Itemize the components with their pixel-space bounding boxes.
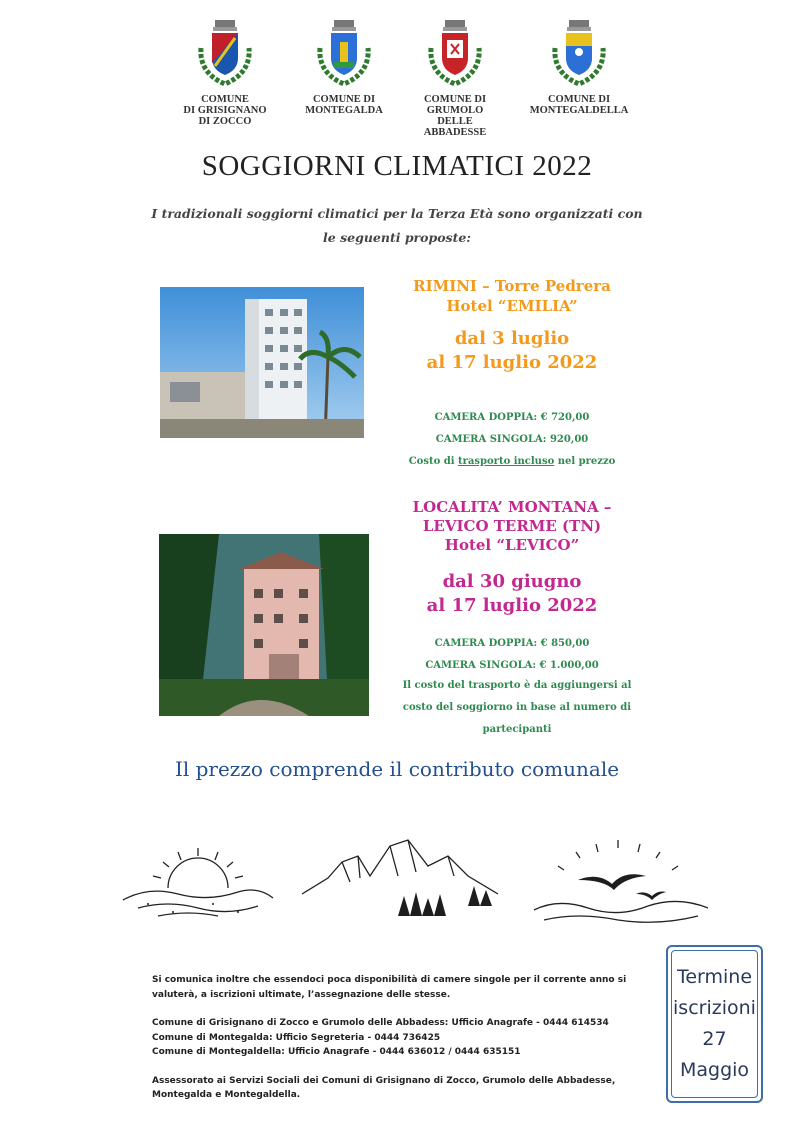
deadline-day: 27 xyxy=(702,1028,727,1050)
offer2-single-price: CAMERA SINGOLA: € 1.000,00 xyxy=(425,660,599,671)
offer1-prices xyxy=(380,407,644,451)
offer2-transport-note: Il costo del trasporto è da aggiungersi al costo del soggiorno in base al numero di partecipanti xyxy=(402,680,632,735)
coat-of-arms-icon xyxy=(195,18,255,88)
crest-grumolo xyxy=(390,18,520,138)
crest-label: COMUNE DI GRUMOLO DELLE ABBADESSE xyxy=(423,94,487,138)
contact-montegaldella: Comune di Montegaldella: Ufficio Anagrafe - 0444 636012 / 0444 635151 xyxy=(152,1047,521,1057)
assessorato-note: Assessorato ai Servizi Sociali dei Comuni di Grisignano di Zocco, Grumolo delle Abbadesse, Montegalda e Montegaldella. xyxy=(152,1075,616,1100)
offer2-title-line2: LEVICO TERME (TN) xyxy=(422,517,602,535)
crest-label: COMUNE DI MONTEGALDA xyxy=(305,94,383,116)
deadline-inner-border xyxy=(671,950,758,1098)
seagulls-sea-icon xyxy=(528,836,713,926)
transport-included: trasporto incluso xyxy=(458,456,555,467)
offer1-single-price: CAMERA SINGOLA: 920,00 xyxy=(435,434,589,445)
crest-grisignano xyxy=(160,18,290,127)
transport-text: Costo di xyxy=(408,456,459,467)
offer1-title xyxy=(380,276,644,316)
contacts xyxy=(152,1016,650,1060)
contribution-note: Il prezzo comprende il contributo comunale xyxy=(174,757,620,781)
deadline-line1: Termine xyxy=(676,966,753,988)
page-title: SOGGIORNI CLIMATICI 2022 xyxy=(201,150,593,182)
crest-label: COMUNE DI GRISIGNANO DI ZOCCO xyxy=(183,94,267,127)
deadline-line2: iscrizioni xyxy=(673,997,756,1019)
coat-of-arms-icon xyxy=(314,18,374,88)
offer1-dates-line2: al 17 luglio 2022 xyxy=(426,352,598,373)
singles-notice: Si comunica inoltre che essendoci poca disponibilità di camere singole per il corrente anno si valuterà, a iscrizioni ultimate, l’assegnazione delle stesse. xyxy=(152,975,627,1000)
hotel-levico-photo xyxy=(159,534,369,716)
offer2-title-line3: Hotel “LEVICO” xyxy=(444,536,580,554)
coat-of-arms-icon xyxy=(549,18,609,88)
deadline-box xyxy=(666,945,763,1103)
offer1-title-line2: Hotel “EMILIA” xyxy=(446,297,578,315)
offer2-dates xyxy=(380,570,644,618)
intro-text: I tradizionali soggiorni climatici per la Terza Età sono organizzati con le seguenti proposte: xyxy=(151,206,643,245)
offer1-double-price: CAMERA DOPPIA: € 720,00 xyxy=(434,412,590,423)
footer-info xyxy=(152,973,650,1117)
offer1-title-line1: RIMINI – Torre Pedrera xyxy=(413,277,611,295)
offer1-dates-line1: dal 3 luglio xyxy=(454,328,570,349)
transport-text: nel prezzo xyxy=(554,456,616,467)
hotel-emilia-photo xyxy=(160,287,364,438)
crest-montegaldella xyxy=(514,18,644,116)
offer2-dates-line1: dal 30 giugno xyxy=(442,571,582,592)
sunset-sea-icon xyxy=(118,842,278,922)
offer2-title-line1: LOCALITA’ MONTANA – xyxy=(412,498,612,516)
mountains-icon xyxy=(298,836,508,922)
coat-of-arms-icon xyxy=(425,18,485,88)
offer2-title xyxy=(380,498,644,555)
offer1-transport xyxy=(380,456,644,467)
offer2-dates-line2: al 17 luglio 2022 xyxy=(426,595,598,616)
offer1-dates xyxy=(380,327,644,375)
offer2-double-price: CAMERA DOPPIA: € 850,00 xyxy=(434,638,590,649)
crest-label: COMUNE DI MONTEGALDELLA xyxy=(529,94,629,116)
contact-grisignano: Comune di Grisignano di Zocco e Grumolo delle Abbadess: Ufficio Anagrafe - 0444 614534 xyxy=(152,1018,609,1028)
deadline-month: Maggio xyxy=(679,1059,750,1081)
contact-montegalda: Comune di Montegalda: Ufficio Segreteria - 0444 736425 xyxy=(152,1032,441,1043)
offer2-prices xyxy=(380,633,644,677)
